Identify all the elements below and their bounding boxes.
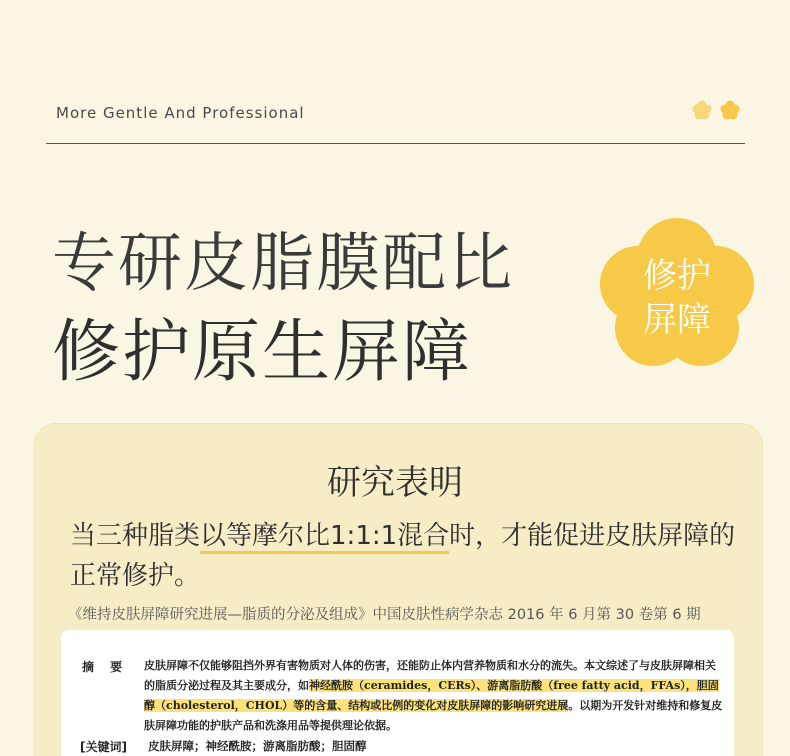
keywords-label: [关键词] bbox=[80, 740, 127, 754]
header-divider bbox=[46, 143, 745, 144]
headline-line1: 专研皮脂膜配比 bbox=[52, 227, 514, 301]
research-finding bbox=[70, 516, 750, 596]
flower-decoration bbox=[692, 100, 740, 120]
flower-icon bbox=[692, 100, 712, 120]
abstract-label: 摘 要 bbox=[82, 660, 129, 674]
finding-highlight: 以等摩尔比1:1:1混合 bbox=[200, 521, 449, 554]
abstract-highlight: 神经酰胺（ceramides，CERs）、游离脂肪酸（free fatty acid，FFAs），胆固醇（cholesterol，CHOL）等的含量、结构或比例的变化对皮肤屏障的影响研究进展 bbox=[144, 679, 719, 712]
tagline: More Gentle And Professional bbox=[56, 104, 305, 122]
abstract-part: 。以期为开发针对维持和修复皮肤屏障功能的护肤产品和洗涤用品等提供理论依据。 bbox=[144, 699, 723, 732]
abstract-text bbox=[144, 656, 724, 736]
headline-line2: 修护原生屏障 bbox=[52, 313, 473, 392]
badge-line2: 屏障 bbox=[643, 300, 711, 340]
citation: 《维持皮肤屏障研究进展—脂质的分泌及组成》中国皮肤性病学杂志 2016 年 6 月第 30 卷第 6 期 bbox=[68, 607, 701, 623]
badge-line1: 修护 bbox=[643, 256, 711, 296]
finding-text: 当三种脂类 bbox=[70, 521, 201, 551]
finding-text: 时，才能促进皮肤屏障的正常修护。 bbox=[70, 521, 736, 591]
research-title: 研究表明 bbox=[327, 463, 463, 503]
abstract-part: 皮肤屏障不仅能够阻挡外界有害物质对人体的伤害，还能防止体内营养物质和水分的流失。本文综述了与皮肤屏障相关的脂质分泌过程及其主要成分，如 bbox=[144, 659, 716, 692]
flower-icon bbox=[720, 100, 740, 120]
repair-badge bbox=[598, 216, 756, 366]
keywords-text: 皮肤屏障；神经酰胺；游离脂肪酸；胆固醇 bbox=[148, 739, 367, 753]
